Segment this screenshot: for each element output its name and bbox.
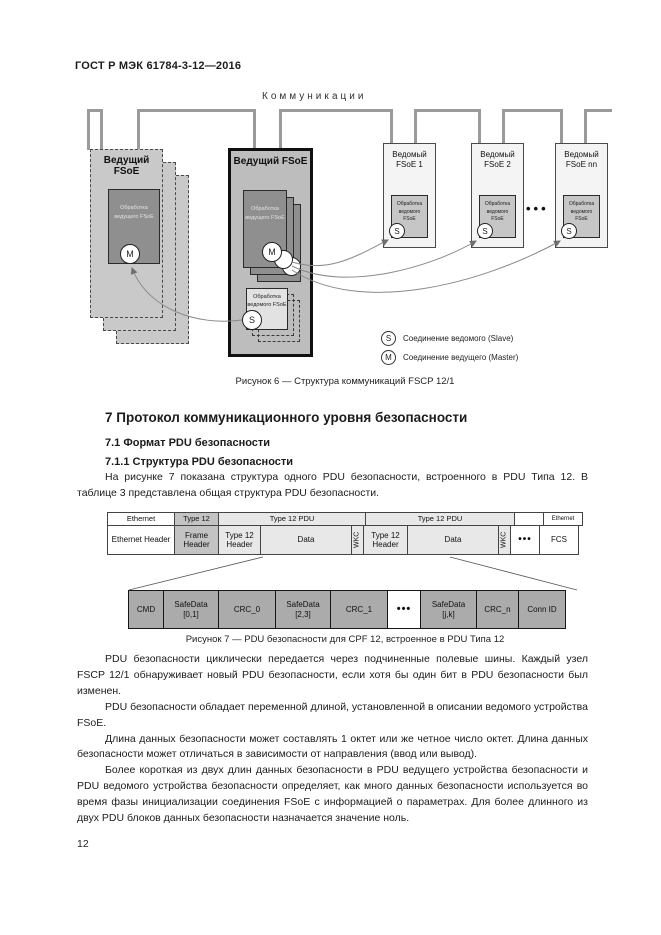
slave-2-title: Ведомый [480, 150, 515, 159]
doc-header: ГОСТ Р МЭК 61784-3-12—2016 [75, 60, 242, 72]
figure7-caption: Рисунок 7 — PDU безопасности для CPF 12, встроенное в PDU Типа 12 [185, 634, 505, 645]
master-handler-box: Обработка ведущего FSoE [243, 190, 287, 268]
pdu-cell-dots: ••• [387, 590, 422, 629]
legend-slave [381, 331, 513, 346]
pdu-cell-cmd: CMD [128, 590, 164, 629]
slave-2-handler-box: Обработка ведомого FSoE [479, 195, 516, 238]
pdu-cell-crcn: CRC_n [476, 590, 520, 629]
cell-type12-pdu-2: Type 12 PDU [365, 512, 515, 526]
master-s-circle: S [242, 310, 262, 330]
cell-data-1: Data [260, 525, 352, 555]
frame-table-header-row [107, 512, 583, 526]
pdu-cell-safedata-01: SafeData [0,1] [163, 590, 220, 629]
subsection-7-1-1: 7.1.1 Структура PDU безопасности [105, 456, 294, 468]
pdu-cell-safedata-23: SafeData [2,3] [275, 590, 332, 629]
slave-nn-subtitle: FSoE nn [565, 160, 598, 170]
master-main-title: Ведущий FSoE [233, 156, 308, 167]
paragraph-3: Длина данных безопасности может составлять 1 октет или же четное число октет. Длина данных безопасности может отличаться в зависимости от направления (ввод или вывод). [77, 732, 588, 761]
cell-frame-dots: ••• [510, 525, 540, 555]
page-number: 12 [77, 838, 89, 850]
slave-1-handler-box: Обработка ведомого FSoE [391, 195, 428, 238]
slave-nn-s-circle: S [561, 223, 577, 239]
master-ghost-title: Ведущий FSoE [103, 155, 150, 177]
body-paragraphs [77, 652, 588, 827]
expansion-line-left [129, 557, 263, 590]
master-ghost-m-circle: M [120, 244, 140, 264]
cell-type12-pdu-1: Type 12 PDU [218, 512, 366, 526]
cell-type12: Type 12 [174, 512, 219, 526]
cell-type12-header-2: Type 12 Header [363, 525, 408, 555]
master-m-circle: M [262, 242, 282, 262]
bus-label: Коммуникации [262, 91, 367, 102]
slave-handler-box: Обработка ведомого FSoE [246, 288, 288, 330]
slave-1-title: Ведомый [392, 150, 427, 159]
cell-data-2: Data [407, 525, 499, 555]
cell-wkc-2: WKC [498, 525, 511, 555]
paragraph-4: Более короткая из двух длин данных безопасности в PDU ведущего устройства безопасности и PDU ведомого устройства безопасности определяет, как много данных безопасности используется во время фазы инициализации соединения FSoE с информацией о параметрах. Для более длинного из двух PDU блоков данных безопасности назначается значение ноль. [77, 764, 588, 825]
legend-s-label: Соединение ведомого (Slave) [403, 334, 514, 343]
section-heading: 7 Протокол коммуникационного уровня безопасности [105, 410, 468, 425]
subsection-7-1: 7.1 Формат PDU безопасности [105, 437, 271, 449]
slave-nn-title: Ведомый [564, 150, 599, 159]
cell-type12-header-1: Type 12 Header [218, 525, 261, 555]
cell-wkc-1: WKC [351, 525, 364, 555]
cell-gap [514, 512, 544, 526]
intro-paragraph: На рисунке 7 показана структура одного PDU безопасности, встроенного в PDU Типа 12. В таблице 3 представлена общая структура PDU безопасности. [77, 471, 588, 499]
fsoe-pdu-table [128, 590, 578, 629]
slave-nn-handler-box: Обработка ведомого FSoE [563, 195, 600, 238]
cell-fcs: FCS [539, 525, 579, 555]
pdu-cell-connid: Conn ID [518, 590, 566, 629]
slave-1-subtitle: FSoE 1 [396, 160, 423, 170]
cell-frame-header: Frame Header [174, 525, 219, 555]
master-ghost-handler-box: Обработка ведущего FSoE [108, 189, 160, 264]
pdu-cell-crc1: CRC_1 [330, 590, 388, 629]
frame-table-main-row [107, 526, 583, 555]
pdu-cell-safedata-jk: SafeData [j,k] [420, 590, 477, 629]
cell-ethernet: Ethernet [107, 512, 175, 526]
ethernet-frame-table [107, 512, 583, 555]
paragraph-1: PDU безопасности циклически передается через подчиненные полевые шины. Каждый узел FSCP 12/1 обнаруживает новый PDU безопасности, если хотя бы один бит в PDU безопасности был изменен. [77, 653, 588, 697]
slave-2-s-circle: S [477, 223, 493, 239]
figure6-caption: Рисунок 6 — Структура коммуникаций FSCP 12/1 [235, 376, 455, 387]
pdu-cell-crc0: CRC_0 [218, 590, 276, 629]
slave-2-subtitle: FSoE 2 [484, 160, 511, 170]
legend-m-label: Соединение ведущего (Master) [403, 353, 519, 362]
slaves-ellipsis: ••• [526, 201, 549, 216]
legend-master [381, 350, 518, 365]
cell-ethernet-2: Ethernet [543, 512, 583, 526]
legend-m-circle: M [381, 350, 396, 365]
expansion-line-right [450, 557, 577, 590]
cell-ethernet-header: Ethernet Header [107, 525, 175, 555]
slave-1-s-circle: S [389, 223, 405, 239]
paragraph-2: PDU безопасности обладает переменной длиной, установленной в описании ведомого устройства FSoE. [77, 700, 588, 729]
legend-s-circle: S [381, 331, 396, 346]
arrow-master-to-slave-nn [292, 241, 560, 292]
